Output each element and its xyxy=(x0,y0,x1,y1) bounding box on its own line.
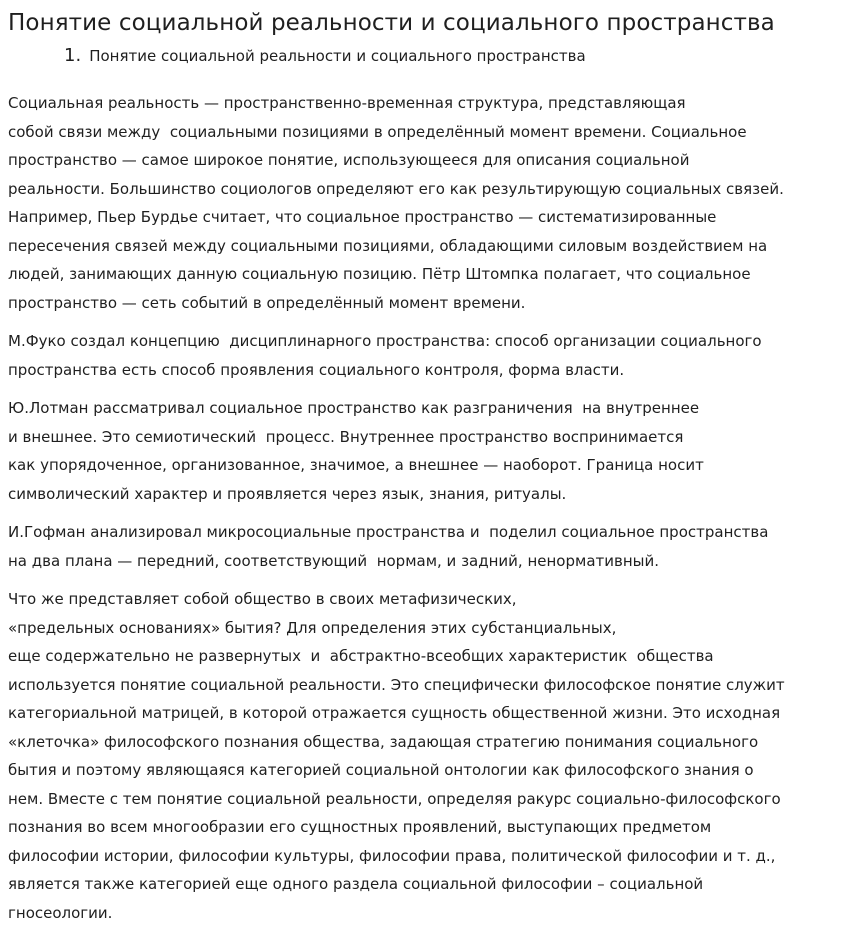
toc-item-number: 1. xyxy=(64,45,82,66)
paragraph-society-metaphysics xyxy=(8,585,839,927)
paragraph-line: людей, занимающих данную социальную позицию. Пётр Штомпка полагает, что социальное xyxy=(8,265,751,283)
paragraph-line: Например, Пьер Бурдье считает, что социальное пространство — систематизированные xyxy=(8,208,717,226)
paragraph-lotman xyxy=(8,394,839,508)
paragraph-line: символический характер и проявляется через язык, знания, ритуалы. xyxy=(8,484,567,503)
paragraph-line: М.Фуко создал концепцию дисциплинарного пространства: способ организации социального xyxy=(8,332,762,350)
paragraph-line: пространства есть способ проявления социального контроля, форма власти. xyxy=(8,360,625,379)
paragraph-line: бытия и поэтому являющаяся категорией социальной онтологии как философского знания о xyxy=(8,761,754,779)
paragraph-line: И.Гофман анализировал микросоциальные пространства и поделил социальное пространства xyxy=(8,523,769,541)
paragraph-line: еще содержательно не развернутых и абстрактно-всеобщих характеристик общества xyxy=(8,647,714,665)
paragraph-goffman xyxy=(8,518,839,575)
paragraph-line: «клеточка» философского познания общества, задающая стратегию понимания социального xyxy=(8,732,759,751)
paragraph-line: Социальная реальность — пространственно-временная структура, представляющая xyxy=(8,94,686,112)
paragraph-line: познания во всем многообразии его сущностных проявлений, выступающих предметом xyxy=(8,818,712,836)
paragraph-line: является также категорией еще одного раздела социальной философии – социальной xyxy=(8,875,704,893)
paragraph-line: Что же представляет собой общество в своих метафизических, xyxy=(8,590,517,608)
paragraph-line: пространство — сеть событий в определённый момент времени. xyxy=(8,293,526,312)
paragraph-line: «предельных основаниях» бытия? Для определения этих субстанциальных, xyxy=(8,618,617,637)
toc-item-label[interactable]: Понятие социальной реальности и социального пространства xyxy=(89,47,586,65)
table-of-contents xyxy=(8,46,839,66)
paragraph-line: и внешнее. Это семиотический процесс. Внутреннее пространство воспринимается xyxy=(8,427,684,446)
paragraph-line: собой связи между социальными позициями в определённый момент времени. Социальное xyxy=(8,122,747,141)
paragraph-line: как упорядоченное, организованное, значимое, а внешнее — наоборот. Граница носит xyxy=(8,456,704,474)
paragraph-line: нем. Вместе с тем понятие социальной реальности, определяя ракурс социально-философского xyxy=(8,789,781,808)
article-body xyxy=(8,89,839,927)
paragraph-line: категориальной матрицей, в которой отражается сущность общественной жизни. Это исходная xyxy=(8,704,781,722)
paragraph-line: пространство — самое широкое понятие, использующееся для описания социальной xyxy=(8,151,690,169)
paragraph-line: философии истории, философии культуры, философии права, политической философии и т. д., xyxy=(8,846,776,865)
paragraph-line: пересечения связей между социальными позициями, обладающими силовым воздействием на xyxy=(8,236,768,255)
paragraph-line: используется понятие социальной реальности. Это специфически философское понятие служит xyxy=(8,675,785,694)
paragraph-foucault xyxy=(8,327,839,384)
paragraph-line: на два плана — передний, соответствующий нормам, и задний, ненормативный. xyxy=(8,551,659,570)
paragraph-social-reality xyxy=(8,89,839,317)
page-title: Понятие социальной реальности и социального пространства xyxy=(8,10,775,36)
paragraph-line: гносеологии. xyxy=(8,903,113,922)
toc-item[interactable] xyxy=(64,46,839,66)
paragraph-line: Ю.Лотман рассматривал социальное пространство как разграничения на внутреннее xyxy=(8,399,700,417)
paragraph-line: реальности. Большинство социологов определяют его как результирующую социальных связей. xyxy=(8,179,784,198)
